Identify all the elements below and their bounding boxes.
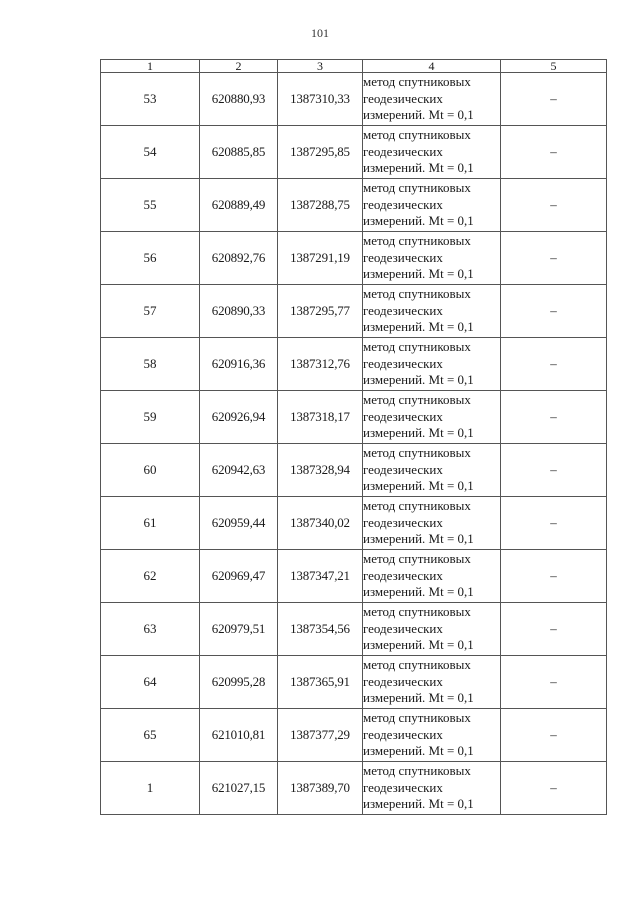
method-description: [363, 550, 501, 603]
method-line-1: метод спутниковых: [363, 286, 471, 302]
method-line-2: геодезических: [363, 408, 443, 424]
method-line-1: метод спутниковых: [363, 445, 471, 461]
header-row: [101, 60, 607, 73]
note-cell: –: [501, 285, 607, 338]
table-row: [101, 285, 607, 338]
header-col-2: 2: [200, 60, 278, 73]
method-line-1: метод спутниковых: [363, 657, 471, 673]
coordinate-x: 620959,44: [200, 497, 278, 550]
method-description: [363, 338, 501, 391]
coordinate-y: 1387340,02: [278, 497, 363, 550]
coordinates-table: [100, 59, 607, 815]
method-line-3: измерений. Mt = 0,1: [363, 425, 474, 441]
point-number: 58: [101, 338, 200, 391]
coordinate-x: 620892,76: [200, 232, 278, 285]
method-line-2: геодезических: [363, 726, 443, 742]
note-cell: –: [501, 73, 607, 126]
method-description: [363, 73, 501, 126]
coordinate-x: 620995,28: [200, 656, 278, 709]
coordinate-y: 1387389,70: [278, 762, 363, 815]
header-col-5: 5: [501, 60, 607, 73]
header-col-3: 3: [278, 60, 363, 73]
table-row: [101, 444, 607, 497]
note-cell: –: [501, 709, 607, 762]
method-description: [363, 656, 501, 709]
point-number: 59: [101, 391, 200, 444]
method-line-1: метод спутниковых: [363, 74, 471, 90]
note-cell: –: [501, 550, 607, 603]
coordinate-y: 1387295,77: [278, 285, 363, 338]
table-row: [101, 762, 607, 815]
method-line-2: геодезических: [363, 514, 443, 530]
method-line-3: измерений. Mt = 0,1: [363, 266, 474, 282]
table-row: [101, 603, 607, 656]
coordinate-y: 1387295,85: [278, 126, 363, 179]
coordinate-x: 621010,81: [200, 709, 278, 762]
method-line-1: метод спутниковых: [363, 710, 471, 726]
method-line-3: измерений. Mt = 0,1: [363, 213, 474, 229]
method-line-3: измерений. Mt = 0,1: [363, 478, 474, 494]
method-line-2: геодезических: [363, 461, 443, 477]
method-line-3: измерений. Mt = 0,1: [363, 743, 474, 759]
note-cell: –: [501, 497, 607, 550]
table-row: [101, 497, 607, 550]
table-row: [101, 179, 607, 232]
method-line-2: геодезических: [363, 567, 443, 583]
method-line-3: измерений. Mt = 0,1: [363, 372, 474, 388]
point-number: 64: [101, 656, 200, 709]
method-description: [363, 126, 501, 179]
method-line-3: измерений. Mt = 0,1: [363, 107, 474, 123]
method-description: [363, 232, 501, 285]
method-line-3: измерений. Mt = 0,1: [363, 637, 474, 653]
coordinate-x: 620979,51: [200, 603, 278, 656]
table-header: [101, 60, 607, 73]
note-cell: –: [501, 179, 607, 232]
table-row: [101, 232, 607, 285]
note-cell: –: [501, 762, 607, 815]
method-line-1: метод спутниковых: [363, 180, 471, 196]
method-description: [363, 603, 501, 656]
note-cell: –: [501, 444, 607, 497]
method-line-3: измерений. Mt = 0,1: [363, 584, 474, 600]
point-number: 1: [101, 762, 200, 815]
point-number: 54: [101, 126, 200, 179]
coordinate-x: 621027,15: [200, 762, 278, 815]
note-cell: –: [501, 391, 607, 444]
coordinate-x: 620890,33: [200, 285, 278, 338]
table-row: [101, 338, 607, 391]
method-line-2: геодезических: [363, 620, 443, 636]
method-description: [363, 391, 501, 444]
point-number: 57: [101, 285, 200, 338]
method-line-1: метод спутниковых: [363, 127, 471, 143]
method-line-1: метод спутниковых: [363, 604, 471, 620]
coordinate-y: 1387318,17: [278, 391, 363, 444]
table-row: [101, 709, 607, 762]
coordinate-x: 620889,49: [200, 179, 278, 232]
point-number: 62: [101, 550, 200, 603]
table-row: [101, 126, 607, 179]
method-line-1: метод спутниковых: [363, 233, 471, 249]
coordinate-y: 1387291,19: [278, 232, 363, 285]
note-cell: –: [501, 338, 607, 391]
method-line-3: измерений. Mt = 0,1: [363, 690, 474, 706]
method-description: [363, 179, 501, 232]
coordinate-x: 620969,47: [200, 550, 278, 603]
method-line-3: измерений. Mt = 0,1: [363, 531, 474, 547]
coordinate-y: 1387347,21: [278, 550, 363, 603]
coordinate-x: 620926,94: [200, 391, 278, 444]
method-line-3: измерений. Mt = 0,1: [363, 319, 474, 335]
point-number: 55: [101, 179, 200, 232]
point-number: 61: [101, 497, 200, 550]
method-line-2: геодезических: [363, 90, 443, 106]
table-row: [101, 73, 607, 126]
method-line-1: метод спутниковых: [363, 339, 471, 355]
method-line-3: измерений. Mt = 0,1: [363, 796, 474, 812]
method-line-2: геодезических: [363, 673, 443, 689]
table-row: [101, 656, 607, 709]
method-description: [363, 444, 501, 497]
method-line-3: измерений. Mt = 0,1: [363, 160, 474, 176]
coordinate-x: 620942,63: [200, 444, 278, 497]
table-row: [101, 391, 607, 444]
coordinate-y: 1387377,29: [278, 709, 363, 762]
note-cell: –: [501, 656, 607, 709]
header-col-4: 4: [363, 60, 501, 73]
method-description: [363, 285, 501, 338]
note-cell: –: [501, 232, 607, 285]
method-line-2: геодезических: [363, 302, 443, 318]
coordinate-y: 1387310,33: [278, 73, 363, 126]
method-line-2: геодезических: [363, 779, 443, 795]
table-body: [101, 73, 607, 815]
note-cell: –: [501, 603, 607, 656]
method-line-1: метод спутниковых: [363, 551, 471, 567]
method-line-2: геодезических: [363, 196, 443, 212]
coordinate-x: 620880,93: [200, 73, 278, 126]
method-line-1: метод спутниковых: [363, 763, 471, 779]
note-cell: –: [501, 126, 607, 179]
method-line-2: геодезических: [363, 143, 443, 159]
method-line-2: геодезических: [363, 355, 443, 371]
coordinate-x: 620916,36: [200, 338, 278, 391]
coordinate-y: 1387354,56: [278, 603, 363, 656]
point-number: 56: [101, 232, 200, 285]
coordinate-y: 1387312,76: [278, 338, 363, 391]
method-line-1: метод спутниковых: [363, 392, 471, 408]
header-col-1: 1: [101, 60, 200, 73]
point-number: 63: [101, 603, 200, 656]
point-number: 65: [101, 709, 200, 762]
coordinate-y: 1387328,94: [278, 444, 363, 497]
method-line-2: геодезических: [363, 249, 443, 265]
page-number: 101: [311, 26, 329, 40]
method-description: [363, 497, 501, 550]
table-row: [101, 550, 607, 603]
coordinate-x: 620885,85: [200, 126, 278, 179]
point-number: 60: [101, 444, 200, 497]
coordinate-y: 1387365,91: [278, 656, 363, 709]
method-description: [363, 762, 501, 815]
method-line-1: метод спутниковых: [363, 498, 471, 514]
method-description: [363, 709, 501, 762]
point-number: 53: [101, 73, 200, 126]
coordinate-y: 1387288,75: [278, 179, 363, 232]
